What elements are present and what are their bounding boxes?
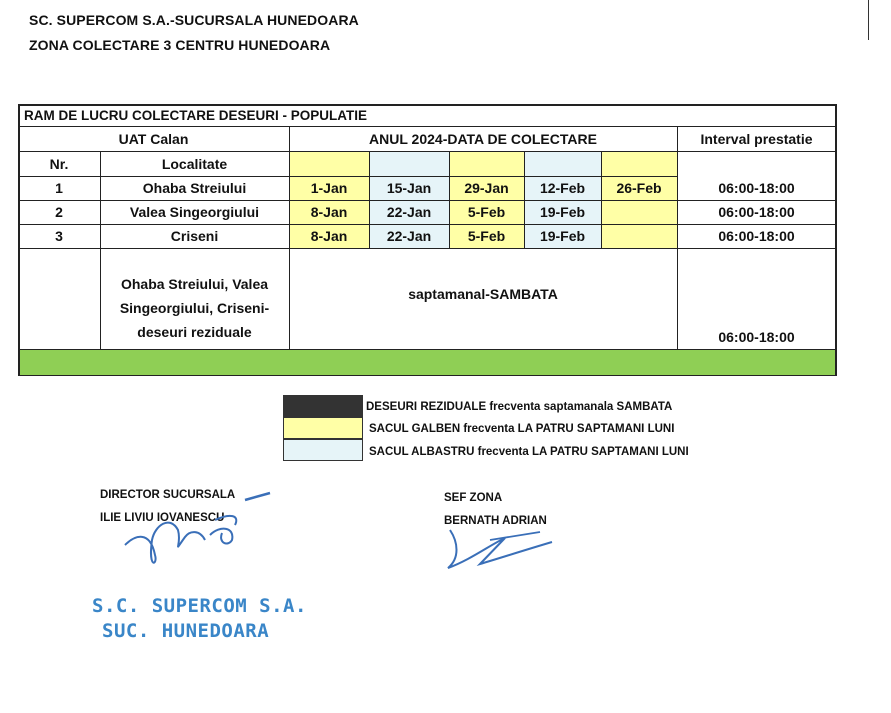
collection-date: 12-Feb (524, 176, 601, 200)
collection-date: 29-Jan (449, 176, 524, 200)
col-localitate-header: Localitate (161, 155, 228, 172)
collection-zone: ZONA COLECTARE 3 CENTRU HUNEDOARA (29, 37, 331, 53)
residual-line-3: deseuri reziduale (137, 323, 252, 340)
company-name: SC. SUPERCOM S.A.-SUCURSALA HUNEDOARA (29, 12, 359, 28)
collection-date: 22-Jan (369, 200, 449, 224)
collection-date (601, 200, 677, 224)
collection-date: 15-Jan (369, 176, 449, 200)
residual-frequency: saptamanal-SAMBATA (408, 286, 558, 302)
schedule-title: RAM DE LUCRU COLECTARE DESEURI - POPULATIE (24, 107, 368, 123)
row-number: 1 (55, 180, 63, 196)
stamp-line-2: SUC. HUNEDOARA (102, 620, 270, 642)
header-blue-fill (524, 151, 601, 176)
header-yellow-fill (289, 151, 369, 176)
collection-date: 26-Feb (601, 176, 677, 200)
row-locality: Criseni (170, 228, 219, 244)
residual-localities (100, 248, 289, 349)
director-name: ILIE LIVIU IOVANESCU (100, 512, 225, 524)
chief-name: BERNATH ADRIAN (444, 515, 547, 527)
legend-swatch-residual (283, 395, 363, 417)
row-interval: 06:00-18:00 (718, 204, 795, 220)
header-blue-fill (369, 151, 449, 176)
page-edge-line (868, 0, 869, 40)
collection-date: 8-Jan (289, 200, 369, 224)
interval-header: Interval prestatie (700, 130, 813, 147)
legend-swatch-blue (283, 439, 363, 461)
row-interval: 06:00-18:00 (718, 180, 795, 196)
collection-date: 8-Jan (289, 224, 369, 248)
legend-yellow-label: SACUL GALBEN frecventa LA PATRU SAPTAMANI LUNI (369, 423, 675, 435)
col-nr-header: Nr. (49, 155, 69, 172)
residual-line-1: Ohaba Streiului, Valea (120, 275, 269, 292)
residual-line-2: Singeorgiului, Criseni- (119, 299, 270, 316)
row-locality: Ohaba Streiului (142, 180, 247, 196)
collection-date: 22-Jan (369, 224, 449, 248)
residual-interval: 06:00-18:00 (718, 328, 795, 345)
header-yellow-fill (601, 151, 677, 176)
legend-blue-label: SACUL ALBASTRU frecventa LA PATRU SAPTAMANI LUNI (369, 446, 689, 458)
chief-title: SEF ZONA (444, 492, 503, 504)
schedule-table (18, 104, 836, 376)
row-number: 3 (55, 228, 63, 244)
row-number: 2 (55, 204, 63, 220)
row-locality: Valea Singeorgiului (129, 204, 260, 220)
header-yellow-fill (449, 151, 524, 176)
uat-name: UAT Calan (118, 130, 189, 147)
collection-date: 19-Feb (524, 200, 601, 224)
collection-date: 5-Feb (449, 224, 524, 248)
collection-date: 19-Feb (524, 224, 601, 248)
collection-date: 1-Jan (289, 176, 369, 200)
residual-green-band (18, 349, 836, 376)
director-title: DIRECTOR SUCURSALA (100, 489, 236, 501)
stamp-line-1: S.C. SUPERCOM S.A. (92, 595, 307, 617)
director-signature-icon (110, 485, 280, 575)
collection-date (601, 224, 677, 248)
legend-residual-label: DESEURI REZIDUALE frecventa saptamanala SAMBATA (366, 401, 673, 413)
legend-swatch-yellow (283, 417, 363, 439)
chief-signature-icon (430, 520, 570, 575)
collection-date: 5-Feb (449, 200, 524, 224)
row-interval: 06:00-18:00 (718, 228, 795, 244)
year-header: ANUL 2024-DATA DE COLECTARE (369, 130, 597, 147)
